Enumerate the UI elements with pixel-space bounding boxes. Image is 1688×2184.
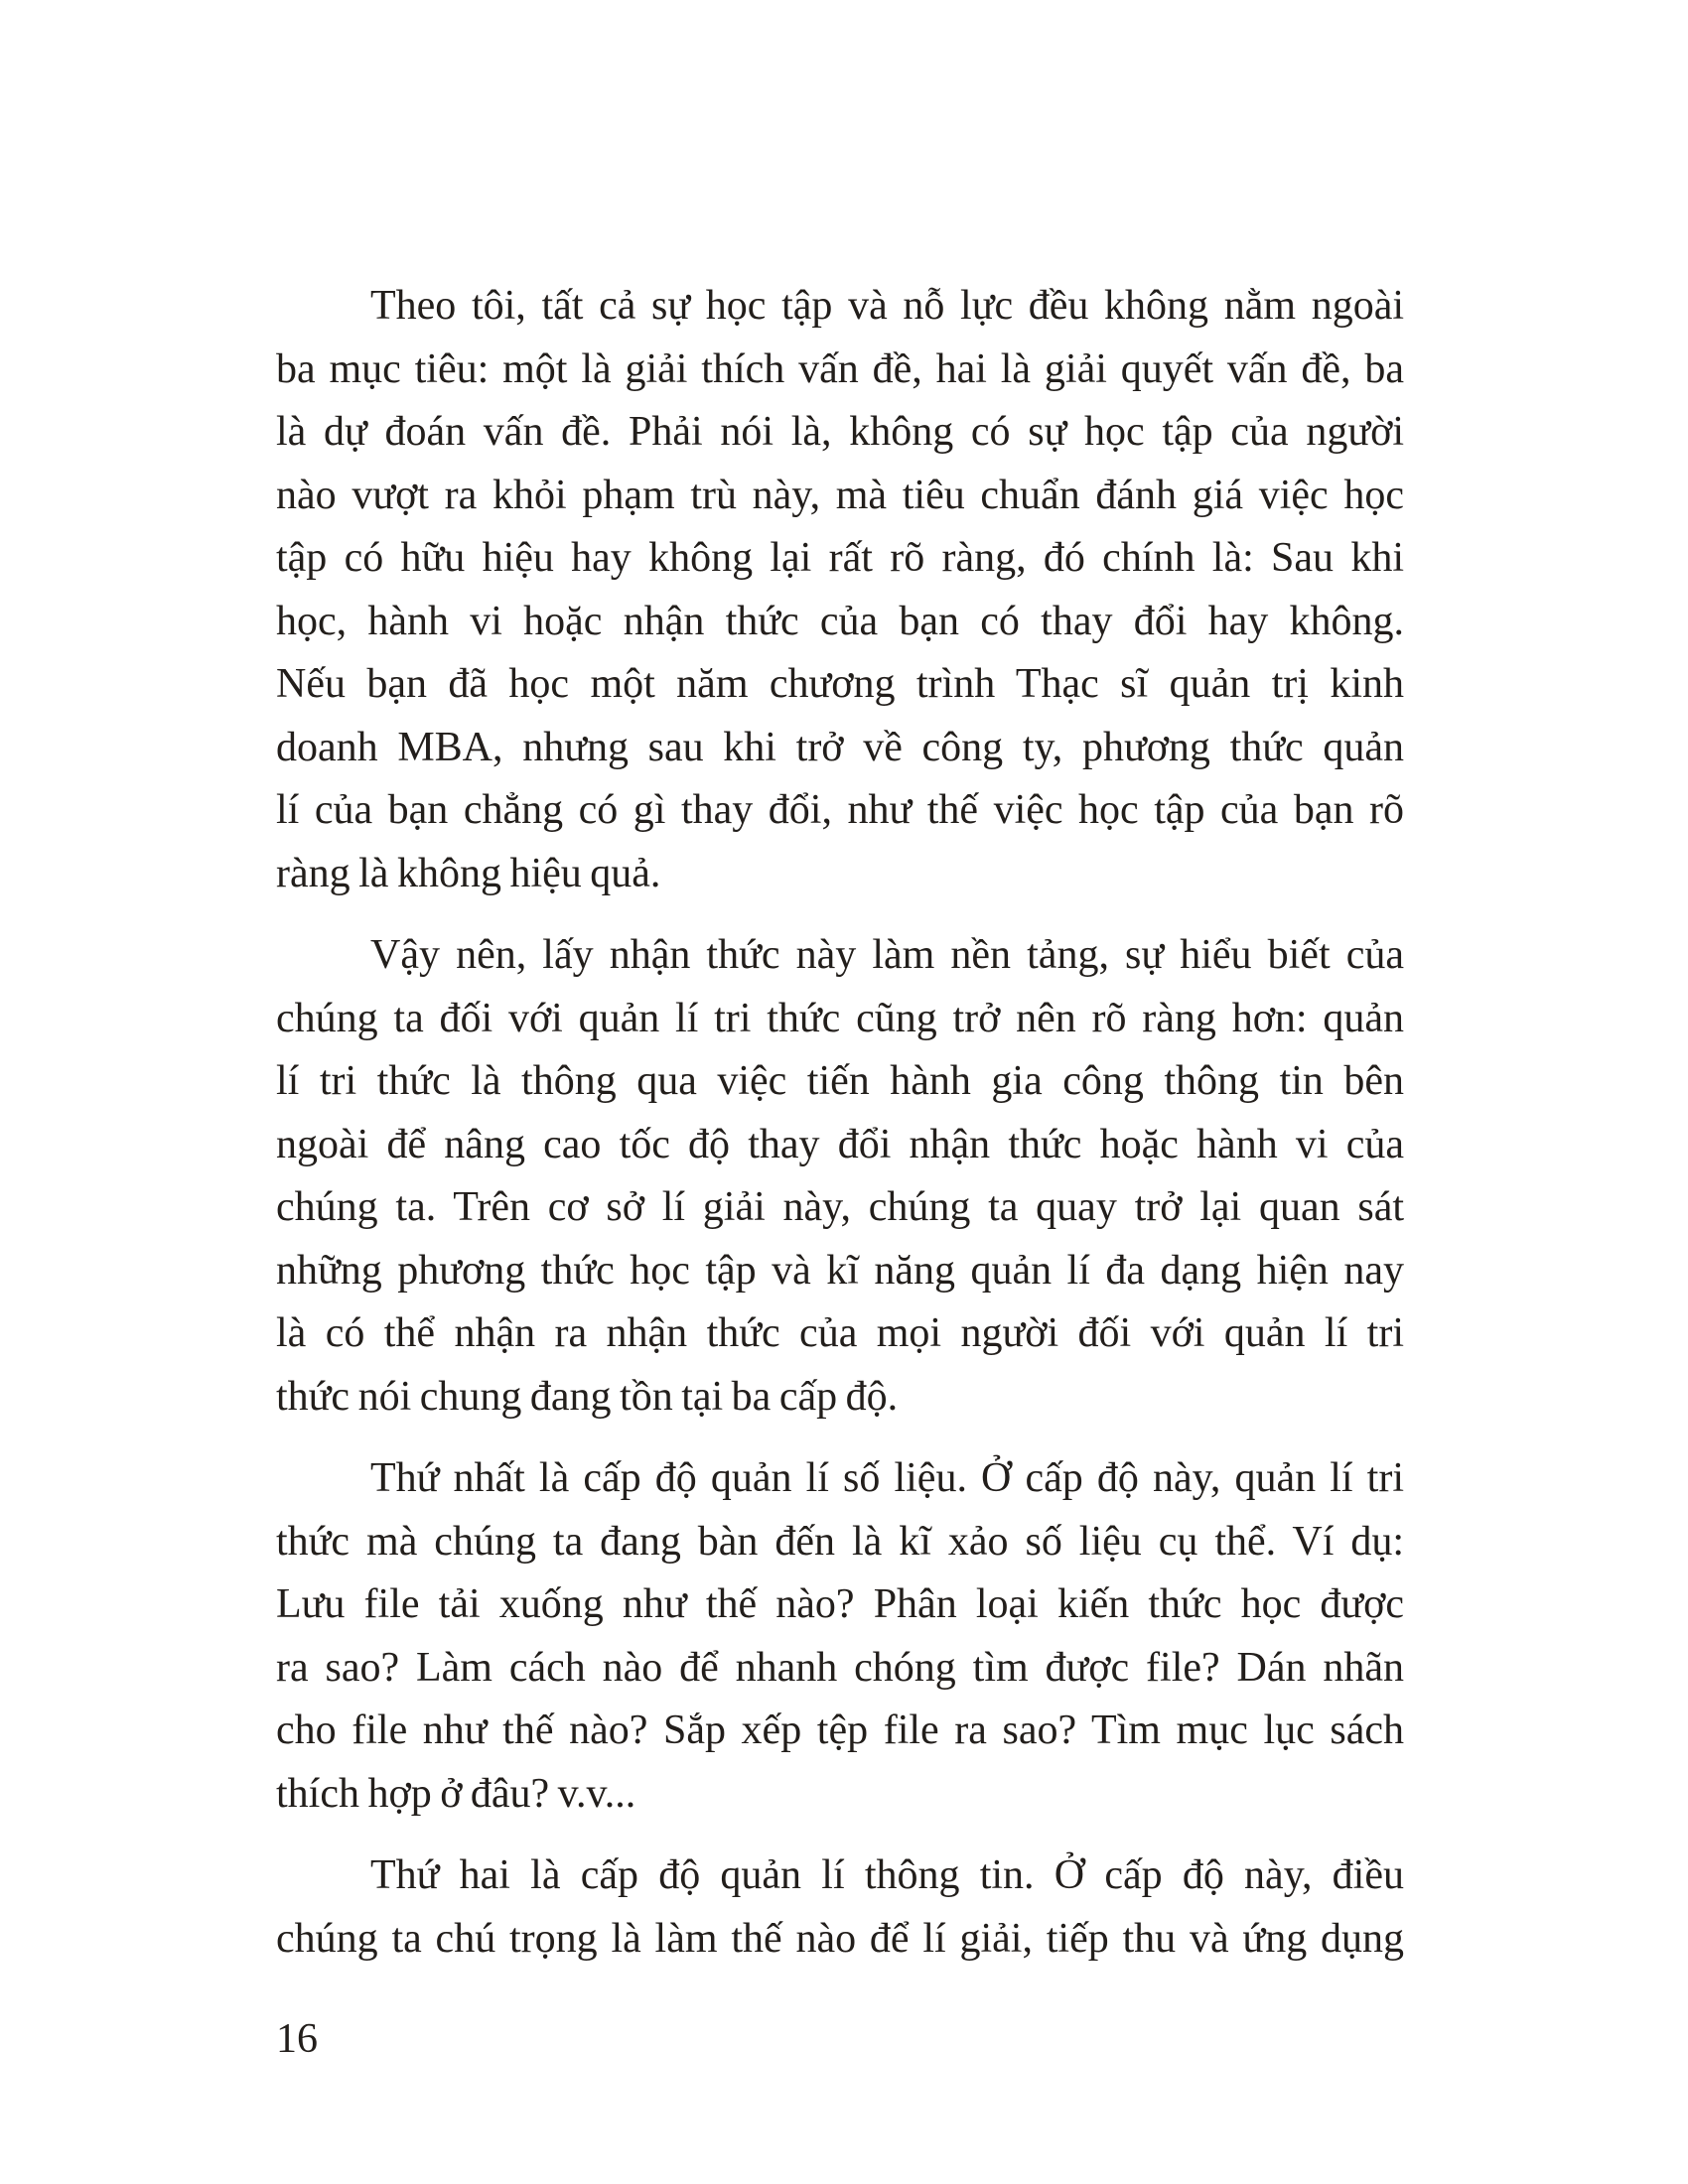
paragraph (276, 924, 1404, 1429)
text-line: chúng ta chú trọng là làm thế nào để lí giải, tiếp thu và ứng dụng (276, 1915, 1404, 1962)
text-line: Theo tôi, tất cả sự học tập và nỗ lực đều không nằm ngoài (370, 283, 1404, 329)
text-line: tập có hữu hiệu hay không lại rất rõ ràng, đó chính là: Sau khi (276, 535, 1404, 581)
text-line: Thứ nhất là cấp độ quản lí số liệu. Ở cấp độ này, quản lí tri (370, 1455, 1404, 1501)
text-line: nào vượt ra khỏi phạm trù này, mà tiêu chuẩn đánh giá việc học (276, 472, 1404, 518)
text-line: ba mục tiêu: một là giải thích vấn đề, hai là giải quyết vấn đề, ba (276, 345, 1404, 392)
paragraph (276, 1844, 1404, 1971)
text-line: ngoài để nâng cao tốc độ thay đổi nhận thức hoặc hành vi của (276, 1121, 1404, 1167)
text-line: là dự đoán vấn đề. Phải nói là, không có sự học tập của người (276, 409, 1404, 455)
text-line: doanh MBA, nhưng sau khi trở về công ty, phương thức quản (276, 724, 1404, 770)
text-block (276, 275, 1404, 1971)
text-line: những phương thức học tập và kĩ năng quản lí đa dạng hiện nay (276, 1247, 1404, 1294)
text-line: Nếu bạn đã học một năm chương trình Thạc sĩ quản trị kinh (276, 661, 1404, 707)
page-number: 16 (276, 2016, 318, 2062)
paragraph (276, 275, 1404, 905)
text-line: là có thể nhận ra nhận thức của mọi người đối với quản lí tri (276, 1310, 1404, 1356)
text-line: thức nói chung đang tồn tại ba cấp độ. (276, 1373, 899, 1420)
text-line: Thứ hai là cấp độ quản lí thông tin. Ở cấp độ này, điều (370, 1852, 1404, 1898)
text-line: Vậy nên, lấy nhận thức này làm nền tảng, sự hiểu biết của (370, 932, 1404, 978)
text-line: lí tri thức là thông qua việc tiến hành gia công thông tin bên (276, 1058, 1404, 1104)
text-line: thức mà chúng ta đang bàn đến là kĩ xảo số liệu cụ thể. Ví dụ: (276, 1518, 1404, 1565)
text-line: lí của bạn chẳng có gì thay đổi, như thế việc học tập của bạn rõ (276, 787, 1404, 833)
text-line: thích hợp ở đâu? v.v... (276, 1770, 636, 1817)
text-line: học, hành vi hoặc nhận thức của bạn có thay đổi hay không. (276, 598, 1404, 644)
text-line: Lưu file tải xuống như thế nào? Phân loại kiến thức học được (276, 1581, 1404, 1627)
paragraph (276, 1447, 1404, 1826)
text-line: chúng ta. Trên cơ sở lí giải này, chúng ta quay trở lại quan sát (276, 1184, 1404, 1230)
text-line: chúng ta đối với quản lí tri thức cũng trở nên rõ ràng hơn: quản (276, 995, 1404, 1041)
text-line: cho file như thế nào? Sắp xếp tệp file ra sao? Tìm mục lục sách (276, 1707, 1404, 1753)
text-line: ràng là không hiệu quả. (276, 850, 661, 896)
text-line: ra sao? Làm cách nào để nhanh chóng tìm được file? Dán nhãn (276, 1644, 1404, 1691)
